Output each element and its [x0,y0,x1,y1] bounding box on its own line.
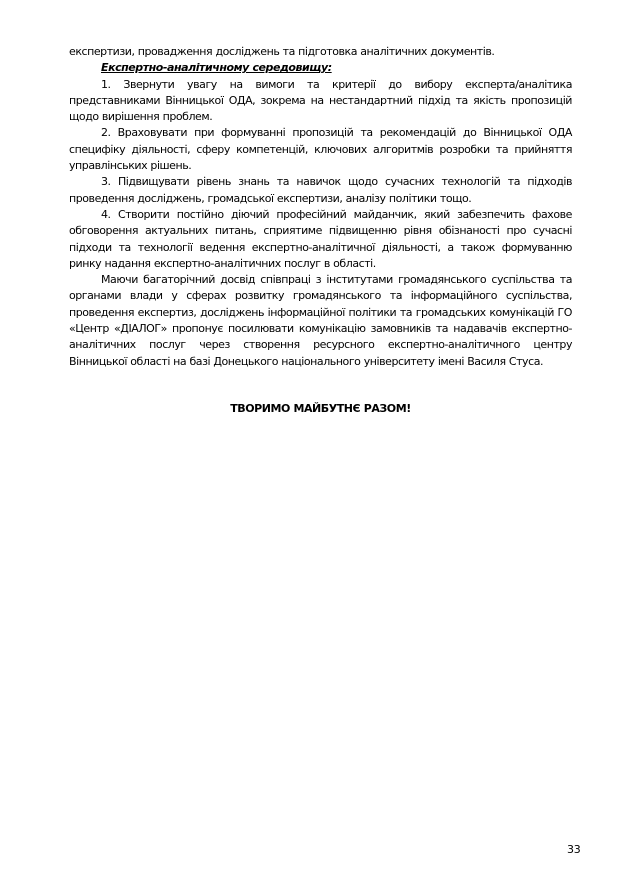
slogan: ТВОРИМО МАЙБУТНЄ РАЗОМ! [230,401,411,415]
recommendation-1: 1. Звернути увагу на вимоги та критерії до вибору експерта/аналітика представниками Вінницької ОДА, зокрема на нестандартний підхід та якість пропозицій щодо вирішення проблем. [69,77,572,124]
recommendation-2: 2. Враховувати при формуванні пропозицій та рекомендацій до Вінницької ОДА специфіку діяльності, сферу компетенцій, ключових алгоритмів розробки та прийняття управлінських рішень. [69,126,572,173]
recommendation-4: 4. Створити постійно діючий професійний майданчик, який забезпечить фахове обговорення актуальних питань, сприятиме підвищенню рівня обізнаності про сучасні підходи та технології ведення експертно-аналітичної діяльності, а також формуванню ринку надання експертно-аналітичних послуг в області. [69,207,572,270]
document-body [69,44,572,417]
continuation-paragraph: експертизи, провадження досліджень та підготовка аналітичних документів. [69,45,495,58]
recommendation-3: 3. Підвищувати рівень знань та навичок щодо сучасних технологій та підходів проведення досліджень, громадської експертизи, аналізу політики тощо. [69,175,572,205]
closing-paragraph: Маючи багаторічний досвід співпраці з інститутами громадянського суспільства та органами влади у сферах розвитку громадянського та інформаційного суспільства, проведення експертиз, досліджень інформаційної політики та громадських комунікацій ГО «Центр «ДІАЛОГ» пропонує посилювати комунікацію замовників та надавачів експертно-аналітичних послуг через створення ресурсного експертно-аналітичного центру Вінницької області на базі Донецького національного університету імені Василя Стуса. [69,273,572,368]
section-heading: Експертно-аналітичному середовищу: [101,61,332,75]
page-number: 33 [567,843,581,856]
